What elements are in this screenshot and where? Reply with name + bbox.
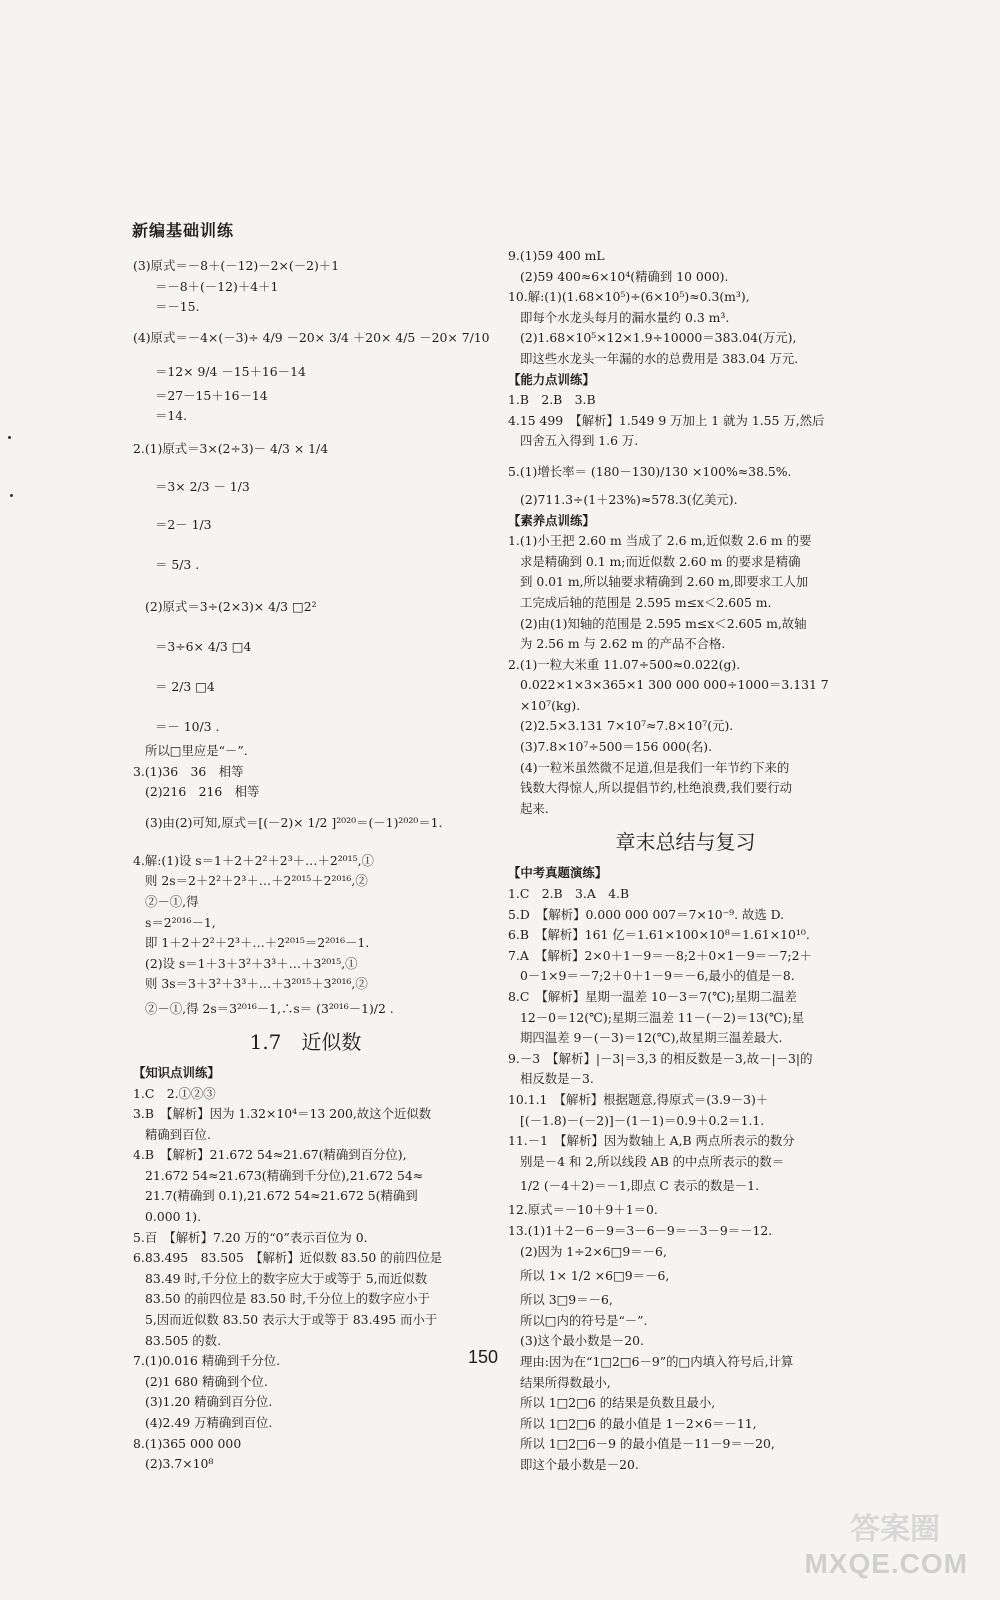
text-line: (2)1.68×10⁵×12×1.9÷10000＝383.04(万元), <box>520 330 797 346</box>
text-line: 4.解:(1)设 s＝1＋2＋2²＋2³＋…＋2²⁰¹⁵,① <box>133 852 374 868</box>
text-line: 3.(1)36 36 相等 <box>133 763 244 779</box>
text-line: 即每个水龙头每月的漏水量约 0.3 m³. <box>520 309 730 325</box>
text-line: 12－0＝12(℃);星期三温差 11－(－2)＝13(℃);星 <box>520 1009 805 1025</box>
text-line: 即这个最小数是－20. <box>520 1456 639 1472</box>
margin-mark <box>8 436 11 439</box>
text-line: (2)设 s＝1＋3＋3²＋3³＋…＋3²⁰¹⁵,① <box>145 955 358 971</box>
text-line: 8.(1)365 000 000 <box>133 1435 242 1451</box>
section-label: 【素养点训练】 <box>508 512 595 528</box>
text-line: 所以□内的符号是“－”. <box>520 1312 648 1328</box>
text-line: (3)7.8×10⁷÷500＝156 000(名). <box>520 739 713 755</box>
watermark-logo: 答案圈 <box>850 1512 940 1547</box>
text-line: 即这些水龙头一年漏的水的总费用是 383.04 万元. <box>520 350 799 366</box>
section-label: 【能力点训练】 <box>508 371 595 387</box>
page-header: 新编基础训练 <box>132 221 235 240</box>
text-line: (4)2.49 万精确到百位. <box>145 1415 273 1430</box>
text-line: 4.B 【解析】21.672 54≈21.67(精确到百分位), <box>133 1147 407 1163</box>
text-line: (3)由(2)可知,原式＝[(－2)× 1/2 ]²⁰²⁰＝(－1)²⁰²⁰＝1. <box>145 814 443 830</box>
text-line: 6.B 【解析】161 亿＝1.61×100×10⁸＝1.61×10¹⁰. <box>508 927 810 943</box>
text-line: 5.百 【解析】7.20 万的“0”表示百位为 0. <box>133 1229 368 1245</box>
text-line: 四舍五入得到 1.6 万. <box>520 433 639 449</box>
text-line: (3)这个最小数是－20. <box>520 1333 644 1349</box>
text-line: ＝ 5/3 . <box>155 556 200 572</box>
text-line: 起来. <box>520 800 549 816</box>
text-line: (2)2.5×3.131 7×10⁷≈7.8×10⁷(元). <box>520 718 734 734</box>
text-line: 即 1＋2＋2²＋2³＋…＋2²⁰¹⁵＝2²⁰¹⁶－1. <box>145 935 370 951</box>
text-line: 11.－1 【解析】因为数轴上 A,B 两点所表示的数分 <box>508 1133 795 1149</box>
text-line: 别是－4 和 2,所以线段 AB 的中点所表示的数＝ <box>520 1153 785 1169</box>
text-line: ＝2－ 1/3 <box>155 516 212 532</box>
text-line: 10.解:(1)(1.68×10⁵)÷(6×10⁵)≈0.3(m³), <box>508 289 750 305</box>
text-line: ＝12× 9/4 －15＋16－14 <box>155 363 306 379</box>
text-line: 12.原式＝－10＋9＋1＝0. <box>508 1202 658 1218</box>
page-number: 150 <box>468 1347 499 1367</box>
text-line: 5.D 【解析】0.000 000 007＝7×10⁻⁹. 故选 D. <box>508 906 785 922</box>
text-line: 精确到百位. <box>145 1126 211 1142</box>
text-line: ＝－8＋(－12)＋4＋1 <box>155 278 279 294</box>
text-line: s＝2²⁰¹⁶－1, <box>145 914 216 930</box>
margin-mark <box>10 494 13 497</box>
text-line: ＝－ 10/3 . <box>155 718 220 734</box>
text-line: (2)因为 1÷2×6□9＝－6, <box>520 1243 667 1259</box>
text-line: ＝ 2/3 □4 <box>155 678 215 694</box>
text-line: 6.83.495 83.505 【解析】近似数 83.50 的前四位是 <box>133 1250 443 1266</box>
text-line: (2)216 216 相等 <box>145 784 260 800</box>
text-line: (2)由(1)知轴的范围是 2.595 m≤x＜2.605 m,故轴 <box>520 615 807 631</box>
text-line: (2)711.3÷(1＋23%)≈578.3(亿美元). <box>520 491 738 507</box>
text-line: (2)原式＝3÷(2×3)× 4/3 □2² <box>145 598 317 614</box>
right-column <box>508 246 863 1475</box>
text-line: 则 3s＝3＋3²＋3³＋…＋3²⁰¹⁵＋3²⁰¹⁶,② <box>145 976 368 992</box>
text-line: 7.(1)0.016 精确到千分位. <box>133 1353 281 1369</box>
text-line: 理由:因为在“1□2□6－9”的□内填入符号后,计算 <box>520 1353 794 1369</box>
text-line: 21.7(精确到 0.1),21.672 54≈21.672 5(精确到 <box>145 1188 418 1204</box>
text-line: (4)原式＝－4×(－3)÷ 4/9 －20× 3/4 ＋20× 4/5 －20× 7/10 <box>133 329 490 345</box>
text-line: (3)原式＝－8＋(－12)－2×(－2)＋1 <box>133 258 340 273</box>
text-line: 10.1.1 【解析】根据题意,得原式＝(3.9－3)＋ <box>508 1091 769 1107</box>
text-line: 所以 3□9＝－6, <box>520 1292 613 1308</box>
text-line: (2)59 400≈6×10⁴(精确到 10 000). <box>520 268 729 284</box>
text-line: 所以□里应是“－”. <box>145 742 248 758</box>
text-line: 工完成后轴的范围是 2.595 m≤x＜2.605 m. <box>520 594 772 610</box>
text-line: 为 2.56 m 与 2.62 m 的产品不合格. <box>520 636 726 652</box>
text-line: 1/2 (－4＋2)＝－1,即点 C 表示的数是－1. <box>520 1178 760 1194</box>
text-line: (2)3.7×10⁸ <box>145 1456 214 1472</box>
text-line: ＝27－15＋16－14 <box>155 387 268 403</box>
text-line: 1.B 2.B 3.B <box>508 392 596 408</box>
text-line: 所以 1□2□6 的结果是负数且最小, <box>520 1395 716 1411</box>
text-line: 7.A 【解析】2×0＋1－9＝－8;2＋0×1－9＝－7;2＋ <box>508 947 812 963</box>
text-line: 8.C 【解析】星期一温差 10－3＝7(℃);星期二温差 <box>508 989 797 1004</box>
text-line: ②－①,得 <box>145 893 199 909</box>
text-line: 21.672 54≈21.673(精确到千分位),21.672 54≈ <box>145 1167 424 1183</box>
text-line: 结果所得数最小, <box>520 1374 611 1390</box>
section-title: 1.7 近似数 <box>249 1029 362 1054</box>
text-line: (3)1.20 精确到百分位. <box>145 1394 273 1410</box>
text-line: 钱数大得惊人,所以提倡节约,杜绝浪费,我们要行动 <box>520 780 793 796</box>
text-line: 83.49 时,千分位上的数字应大于或等于 5,而近似数 <box>145 1270 428 1286</box>
text-line: 83.505 的数. <box>145 1332 222 1348</box>
text-line: 9.－3 【解析】|－3|＝3,3 的相反数是－3,故－|－3|的 <box>508 1050 813 1066</box>
text-line: ＝－15. <box>155 299 200 315</box>
text-line: 则 2s＝2＋2²＋2³＋…＋2²⁰¹⁵＋2²⁰¹⁶,② <box>145 873 368 889</box>
text-line: 4.15 499 【解析】1.549 9 万加上 1 就为 1.55 万,然后 <box>508 412 825 428</box>
text-line: 1.C 2.B 3.A 4.B <box>508 886 630 902</box>
section-label: 【知识点训练】 <box>133 1064 220 1080</box>
text-line: (2)1 680 精确到个位. <box>145 1373 268 1389</box>
text-line: ＝3× 2/3 － 1/3 <box>155 478 250 494</box>
text-line: 所以 1□2□6－9 的最小值是－11－9＝－20, <box>520 1436 775 1452</box>
text-line: 83.50 的前四位是 83.50 时,千分位上的数字应小于 <box>145 1291 430 1307</box>
text-line: 所以 1× 1/2 ×6□9＝－6, <box>520 1268 670 1284</box>
text-line: 求是精确到 0.1 m;而近似数 2.60 m 的要求是精确 <box>520 553 801 569</box>
watermark-url: MXQE.COM <box>804 1548 968 1579</box>
text-line: 2.(1)一粒大米重 11.07÷500≈0.022(g). <box>508 656 741 672</box>
text-line: ×10⁷(kg). <box>520 697 581 713</box>
text-line: [(－1.8)－(－2)]－(1－1)＝0.9＋0.2＝1.1. <box>520 1112 765 1128</box>
text-line: (4)一粒米虽然微不足道,但是我们一年节约下来的 <box>520 759 790 775</box>
text-line: 3.B 【解析】因为 1.32×10⁴＝13 200,故这个近似数 <box>133 1106 432 1122</box>
text-line: ②－①,得 2s＝3²⁰¹⁶－1,∴s＝ (3²⁰¹⁶－1)/2 . <box>145 1000 394 1016</box>
text-line: 2.(1)原式＝3×(2÷3)－ 4/3 × 1/4 <box>133 440 329 456</box>
text-line: 5.(1)增长率＝ (180－130)/130 ×100%≈38.5%. <box>508 463 792 479</box>
section-title: 章末总结与复习 <box>615 830 756 855</box>
section-label: 【中考真题演练】 <box>508 865 608 881</box>
text-line: ＝3÷6× 4/3 □4 <box>155 638 252 654</box>
text-line: 到 0.01 m,所以轴要求精确到 2.60 m,即要求工人加 <box>520 574 809 590</box>
text-line: 1.(1)小王把 2.60 m 当成了 2.6 m,近似数 2.6 m 的要 <box>508 533 812 549</box>
text-line: 1.C 2.①②③ <box>133 1085 216 1101</box>
text-line: 0.000 1). <box>145 1209 202 1225</box>
text-line: ＝14. <box>155 408 188 424</box>
text-line: 0.022×1×3×365×1 300 000 000÷1000＝3.131 7 <box>520 677 829 693</box>
text-line: 13.(1)1＋2－6－9＝3－6－9＝－3－9＝－12. <box>508 1222 773 1238</box>
text-line: 期四温差 9－(－3)＝12(℃),故星期三温差最大. <box>520 1030 783 1046</box>
text-line: 0－1×9＝－7;2＋0＋1－9＝－6,最小的值是－8. <box>520 968 795 984</box>
text-line: 9.(1)59 400 mL <box>508 248 605 263</box>
text-line: 5,因而近似数 83.50 表示大于或等于 83.495 而小于 <box>145 1312 438 1328</box>
text-line: 相反数是－3. <box>520 1071 594 1087</box>
text-line: 所以 1□2□6 的最小值是 1－2×6＝－11, <box>520 1415 757 1431</box>
